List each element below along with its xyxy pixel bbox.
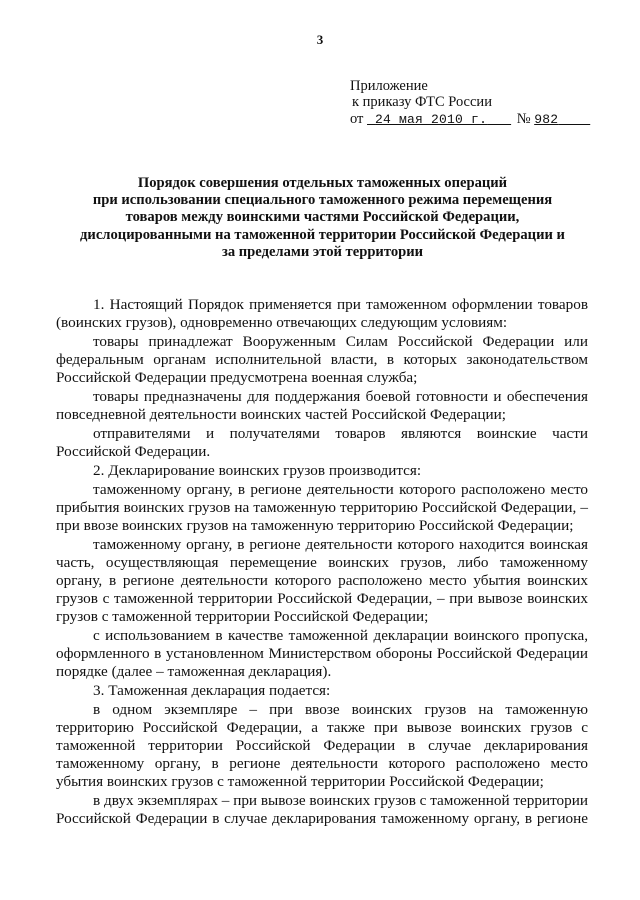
order-date-stamp [367,112,511,128]
paragraph-export-declaration: таможенному органу, в регионе деятельности которого находится воинская часть, осуществляющая перемещение воинских грузов, либо таможенному органу, в регионе деятельности которого расположено место убытия воинских грузов с таможенной территории Российской Федерации, – при вывозе воинских грузов с таможенной территории Российской Федерации; [56,536,588,625]
date-prefix: от [350,111,364,127]
paragraph-one-copy: в одном экземпляре – при ввозе воинских грузов на таможенную территорию Российской Федерации, а также при вывозе воинских грузов с таможенной территории Российской Федерации в случае декларирования таможенному органу, в регионе деятельности которого расположено место убытия воинских грузов с таможенной территории Российской Федерации; [56,701,588,790]
paragraph-condition-ownership: товары принадлежат Вооруженным Силам Российской Федерации или федеральным органам исполнительной власти, в которых законодательством Российской Федерации предусмотрена военная служба; [56,333,588,386]
appendix-date-number-line [350,111,590,128]
paragraph-condition-senders: отправителями и получателями товаров являются воинские части Российской Федерации. [56,425,588,460]
paragraph-import-declaration: таможенному органу, в регионе деятельности которого расположено место прибытия воинских грузов на таможенную территорию Российской Федерации, – при ввозе воинских грузов на таможенную территорию Российской Федерации; [56,481,588,534]
title-line: за пределами этой территории [221,243,424,260]
title-line: товаров между воинскими частями Российской Федерации, [125,209,520,226]
paragraph-two-copies: в двух экземплярах – при вывозе воинских грузов с таможенной территории Российской Федерации в случае декларирования таможенному органу, в регионе [56,792,588,827]
document-title [60,175,585,261]
order-number: 982 [534,112,559,127]
order-date: 24 мая 2010 г. [375,112,488,127]
title-line: дислоцированными на таможенной территории Российской Федерации и [80,226,565,243]
appendix-block [350,78,590,128]
title-line: Порядок совершения отдельных таможенных операций [137,175,508,191]
appendix-label: Приложение [350,78,428,94]
page-number: 3 [316,32,324,47]
document-body [56,296,588,829]
paragraph-3-submission: 3. Таможенная декларация подается: [93,682,331,699]
paragraph-2-declaration: 2. Декларирование воинских грузов производится: [93,462,422,479]
appendix-order-reference: к приказу ФТС России [352,94,492,110]
order-number-stamp [534,112,590,128]
number-label: № [516,111,531,127]
paragraph-condition-purpose: товары предназначены для поддержания боевой готовности и обеспечения повседневной деятельности воинских частей Российской Федерации; [56,388,588,423]
title-line: при использовании специального таможенного режима перемещения [92,192,553,209]
paragraph-military-pass: с использованием в качестве таможенной декларации воинского пропуска, оформленного в установленном Министерством обороны Российской Федерации порядке (далее – таможенная декларация). [56,627,588,680]
paragraph-1-scope: 1. Настоящий Порядок применяется при таможенном оформлении товаров (воинских грузов), одновременно отвечающих следующим условиям: [56,296,588,331]
